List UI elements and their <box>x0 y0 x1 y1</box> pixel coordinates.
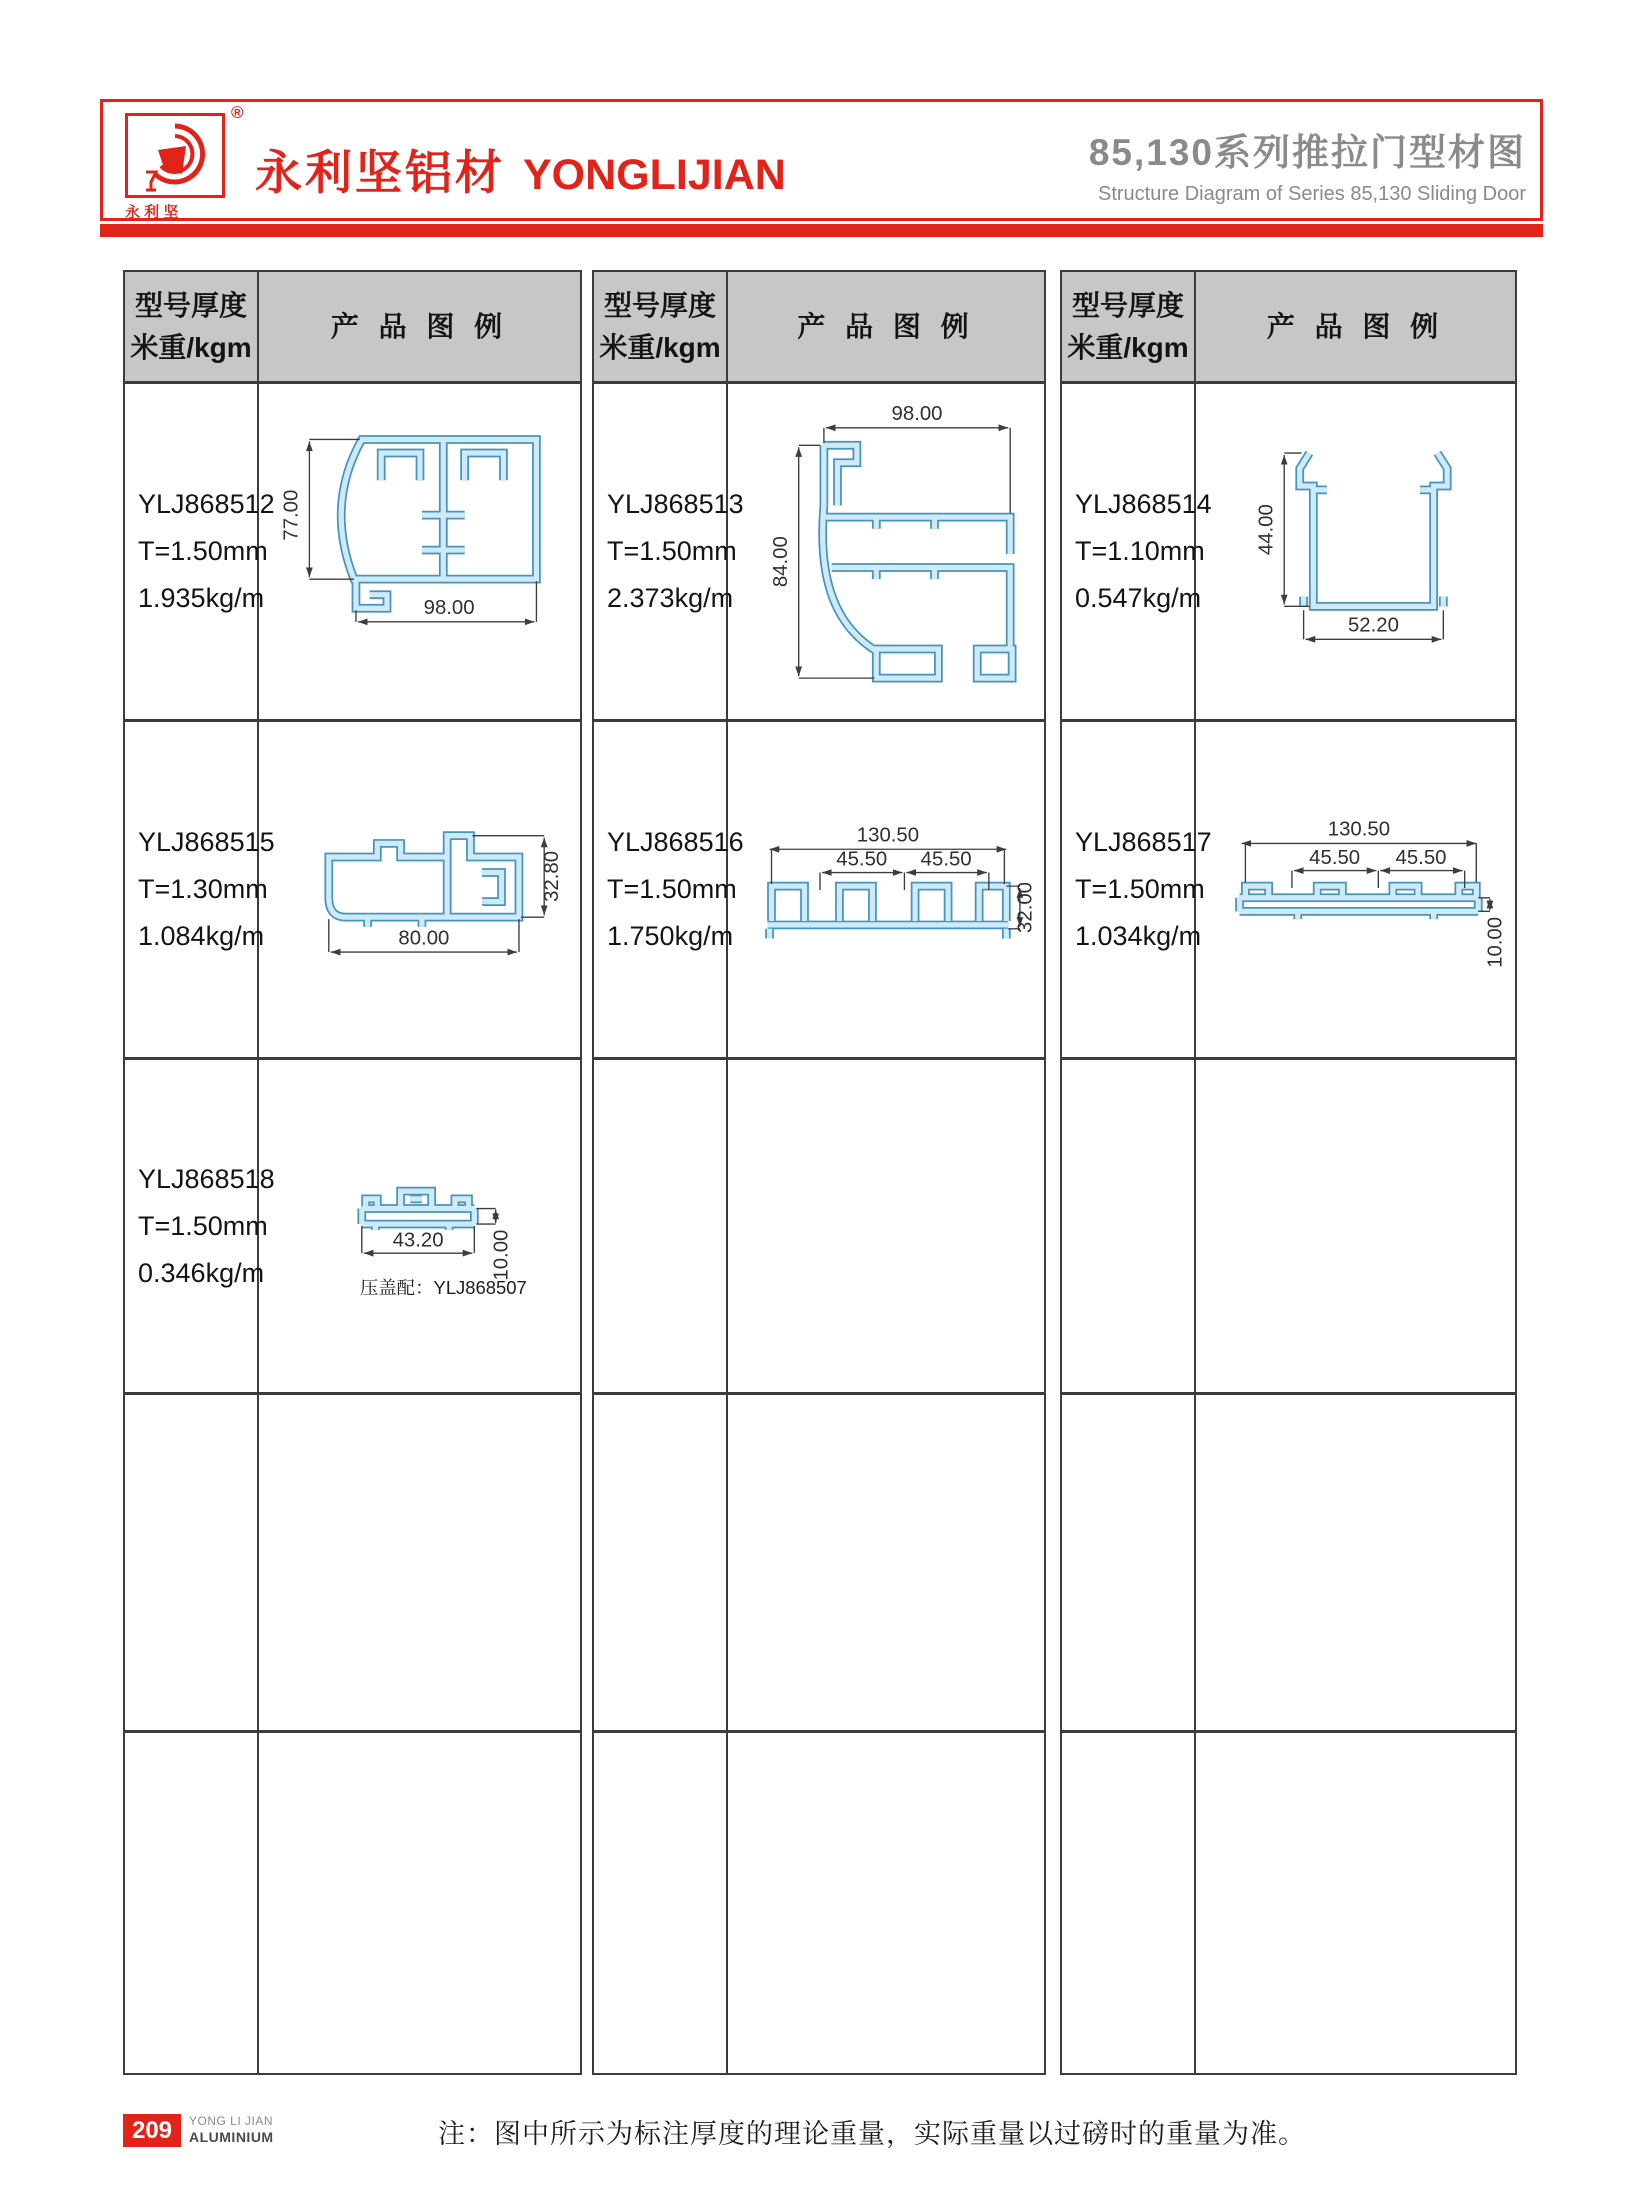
diagram-cell-868516 <box>728 722 1044 1060</box>
meter-weight: 1.034kg/m <box>1075 921 1202 951</box>
dim-span1: 45.50 <box>1308 846 1360 869</box>
dim-width: 98.00 <box>891 402 943 425</box>
model-number: YLJ868518 <box>138 1163 275 1194</box>
page-header <box>100 99 1543 221</box>
model-number: YLJ868514 <box>1075 489 1212 519</box>
thickness: T=1.50mm <box>607 874 737 904</box>
footer-brand-top: YONG LI JIAN <box>189 2114 274 2128</box>
meter-weight: 0.547kg/m <box>1075 583 1202 613</box>
empty-diagram-cell <box>1196 1733 1515 2073</box>
footer-brand-bottom: ALUMINIUM <box>189 2129 274 2145</box>
thickness: T=1.50mm <box>607 536 737 566</box>
thickness: T=1.50mm <box>138 1210 268 1241</box>
diagram-cell-868517 <box>1196 722 1515 1060</box>
meter-weight: 1.935kg/m <box>138 583 265 613</box>
page-subtitle: Structure Diagram of Series 85,130 Sliding Door <box>1098 183 1526 205</box>
model-cell-868517 <box>1062 722 1212 1060</box>
thickness: T=1.30mm <box>138 874 268 904</box>
diagram-cell-868518 <box>259 1060 580 1395</box>
table-group-2 <box>592 270 1046 2075</box>
company-logo <box>125 113 225 198</box>
col-header-diagram: 产 品 图 例 <box>259 272 580 384</box>
logo-mark-icon <box>128 116 222 195</box>
empty-model-cell <box>125 1733 259 2073</box>
diagram-868513 <box>729 389 1043 715</box>
diagram-cell-868514 <box>1196 384 1515 722</box>
empty-model-cell <box>1062 1733 1196 2073</box>
meter-weight: 1.084kg/m <box>138 921 265 951</box>
table-group-1 <box>123 270 582 2075</box>
model-number: YLJ868513 <box>607 489 744 519</box>
dim-span2: 45.50 <box>920 848 972 871</box>
model-number: YLJ868516 <box>607 827 744 857</box>
model-cell-868515 <box>125 722 275 1060</box>
diagram-cell-868512 <box>259 384 580 722</box>
empty-diagram-cell <box>728 1060 1044 1395</box>
empty-diagram-cell <box>728 1733 1044 2073</box>
empty-model-cell <box>594 1060 728 1395</box>
model-cell-868513 <box>594 384 744 722</box>
dimension-annotations <box>770 403 1010 678</box>
dim-width: 43.20 <box>392 1229 444 1252</box>
logo-characters: 永 利 坚 <box>125 204 179 221</box>
empty-model-cell <box>594 1733 728 2073</box>
profile-drawing <box>768 886 1009 938</box>
empty-diagram-cell <box>728 1395 1044 1733</box>
model-cell-868514 <box>1062 384 1212 722</box>
col-header-diagram: 产 品 图 例 <box>728 272 1044 384</box>
dim-height: 44.00 <box>1255 503 1278 555</box>
model-cell-868518 <box>125 1060 275 1395</box>
col-header-model <box>125 272 259 384</box>
model-cell-868516 <box>594 722 744 1060</box>
col-header-line1: 型号厚度 <box>134 289 247 321</box>
page-title: 85,130系列推拉门型材图 <box>1088 132 1526 173</box>
dimension-annotations <box>1241 818 1506 967</box>
dim-width: 130.50 <box>1327 818 1390 841</box>
col-header-model: 型号厚度 米重/kgm <box>594 272 728 384</box>
thickness: T=1.50mm <box>1075 874 1205 904</box>
profile-drawing <box>361 1191 474 1230</box>
profile-drawing <box>823 445 1012 678</box>
header-red-bar <box>100 224 1543 237</box>
dim-height: 32.00 <box>1014 881 1037 933</box>
profile-drawing <box>1299 453 1446 606</box>
empty-model-cell <box>594 1395 728 1733</box>
table-group-3 <box>1060 270 1517 2075</box>
dimension-annotations <box>280 439 536 621</box>
dim-width: 80.00 <box>397 926 449 949</box>
dim-width: 98.00 <box>423 596 475 619</box>
dim-height: 77.00 <box>280 489 303 541</box>
page-title-block <box>1089 122 1526 206</box>
empty-model-cell <box>125 1395 259 1733</box>
dim-width: 52.20 <box>1347 614 1399 637</box>
dim-width: 130.50 <box>856 823 920 846</box>
thickness: T=1.50mm <box>138 536 268 566</box>
diagram-868514 <box>1199 389 1513 715</box>
dim-span1: 45.50 <box>836 848 888 871</box>
col-header-diagram: 产 品 图 例 <box>1196 272 1515 384</box>
diagram-868515 <box>263 727 577 1053</box>
dimension-annotations <box>770 824 1037 932</box>
dim-height: 32.80 <box>540 850 563 902</box>
model-cell-868512 <box>125 384 275 722</box>
empty-diagram-cell <box>259 1395 580 1733</box>
page-number-badge: 209 <box>123 2114 181 2147</box>
diagram-cell-868515 <box>259 722 580 1060</box>
diagram-868516 <box>729 727 1043 1053</box>
col-header-model: 型号厚度 米重/kgm <box>1062 272 1196 384</box>
dim-height: 10.00 <box>1484 916 1507 968</box>
registered-mark: ® <box>231 103 244 122</box>
thickness: T=1.10mm <box>1075 536 1205 566</box>
diagram-868518 <box>263 1063 577 1389</box>
brand-name-english: YONGLIJIAN <box>523 151 786 199</box>
empty-model-cell <box>1062 1060 1196 1395</box>
dim-height: 84.00 <box>770 535 793 587</box>
pairing-note: 压盖配：YLJ868507 <box>359 1276 527 1298</box>
meter-weight: 1.750kg/m <box>607 921 734 951</box>
brand-lockup <box>255 136 786 203</box>
profile-drawing <box>1239 886 1478 919</box>
diagram-868512 <box>263 389 577 715</box>
footer-brand <box>189 2114 274 2147</box>
empty-diagram-cell <box>1196 1060 1515 1395</box>
model-number: YLJ868515 <box>138 827 275 857</box>
meter-weight: 0.346kg/m <box>138 1257 265 1288</box>
profile-drawing <box>341 439 536 608</box>
empty-diagram-cell <box>1196 1395 1515 1733</box>
meter-weight: 2.373kg/m <box>607 583 734 613</box>
profile-drawing <box>328 835 518 926</box>
empty-diagram-cell <box>259 1733 580 2073</box>
diagram-868517 <box>1199 727 1513 1053</box>
diagram-cell-868513 <box>728 384 1044 722</box>
col-header-line2: 米重/kgm <box>130 331 252 363</box>
brand-name-chinese: 永利坚铝材 <box>255 146 505 199</box>
footer-note: 注：图中所示为标注厚度的理论重量，实际重量以过磅时的重量为准。 <box>438 2119 1306 2149</box>
dim-span2: 45.50 <box>1395 846 1446 869</box>
model-number: YLJ868512 <box>138 489 275 519</box>
model-number: YLJ868517 <box>1075 827 1212 857</box>
dimension-annotations <box>1255 453 1443 639</box>
empty-model-cell <box>1062 1395 1196 1733</box>
dim-height: 10.00 <box>489 1229 512 1281</box>
